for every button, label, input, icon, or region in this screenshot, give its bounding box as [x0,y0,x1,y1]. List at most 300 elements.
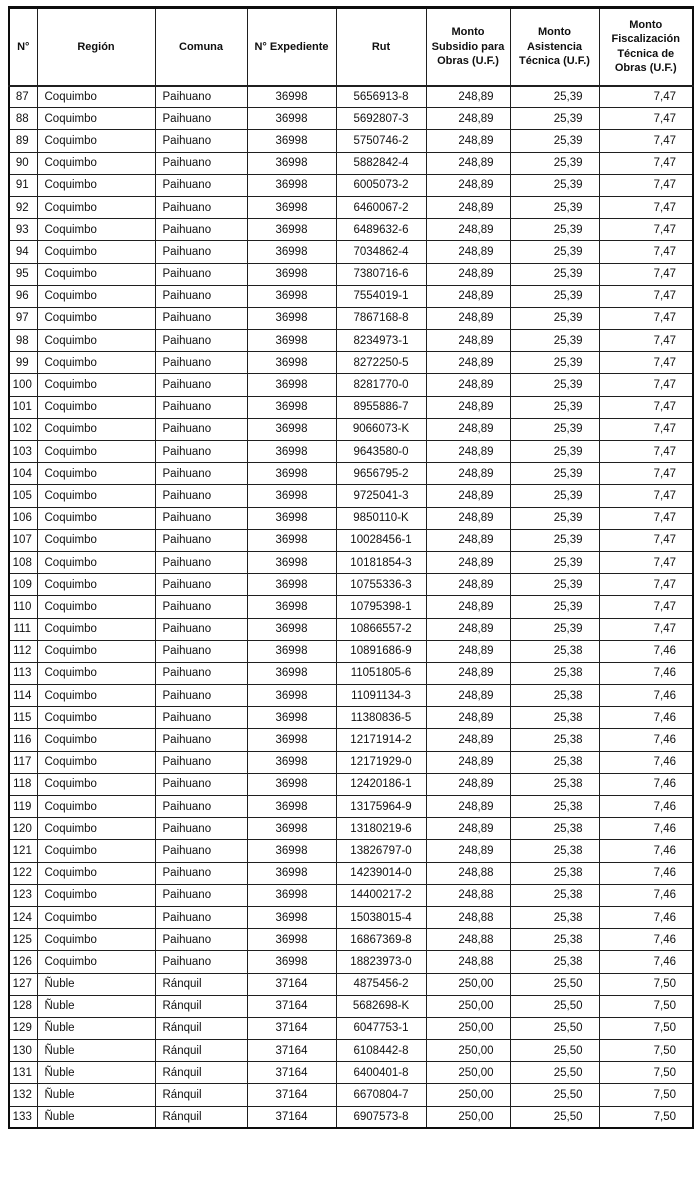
table-row [9,906,693,928]
table-row [9,818,693,840]
table-cell-monto-asistencia: 25,50 [510,1062,599,1084]
table-cell-comuna: Paihuano [155,352,247,374]
table-row [9,574,693,596]
table-cell-expediente: 36998 [247,818,336,840]
table-cell-monto-fiscalizacion: 7,46 [599,751,693,773]
table-cell-region: Ñuble [37,995,155,1017]
table-cell-monto-subsidio: 250,00 [426,1084,510,1106]
table-row [9,174,693,196]
table-cell-monto-subsidio: 248,89 [426,86,510,108]
table-cell-monto-subsidio: 248,89 [426,596,510,618]
table-cell-region: Ñuble [37,1017,155,1039]
table-cell-monto-fiscalizacion: 7,46 [599,929,693,951]
table-cell-expediente: 36998 [247,884,336,906]
table-cell-monto-asistencia: 25,39 [510,485,599,507]
table-cell-expediente: 36998 [247,640,336,662]
table-cell-numero: 104 [9,463,37,485]
table-cell-numero: 103 [9,441,37,463]
table-cell-rut: 16867369-8 [336,929,426,951]
table-cell-monto-fiscalizacion: 7,47 [599,130,693,152]
table-cell-numero: 98 [9,330,37,352]
table-cell-monto-fiscalizacion: 7,46 [599,906,693,928]
table-cell-monto-asistencia: 25,39 [510,418,599,440]
table-cell-rut: 5692807-3 [336,108,426,130]
column-header-expediente: N° Expediente [247,8,336,86]
table-cell-monto-fiscalizacion: 7,47 [599,507,693,529]
table-cell-numero: 121 [9,840,37,862]
table-cell-expediente: 36998 [247,374,336,396]
table-cell-monto-asistencia: 25,39 [510,574,599,596]
table-cell-monto-subsidio: 248,89 [426,196,510,218]
table-cell-rut: 12171914-2 [336,729,426,751]
table-cell-region: Coquimbo [37,108,155,130]
table-cell-monto-subsidio: 248,89 [426,618,510,640]
table-cell-numero: 127 [9,973,37,995]
table-cell-expediente: 36998 [247,906,336,928]
table-cell-comuna: Paihuano [155,662,247,684]
table-cell-monto-asistencia: 25,39 [510,196,599,218]
table-cell-expediente: 37164 [247,1106,336,1128]
table-cell-rut: 7554019-1 [336,285,426,307]
table-cell-numero: 122 [9,862,37,884]
table-cell-monto-asistencia: 25,39 [510,285,599,307]
table-cell-rut: 8281770-0 [336,374,426,396]
table-cell-comuna: Paihuano [155,174,247,196]
table-cell-monto-subsidio: 248,89 [426,751,510,773]
table-cell-monto-asistencia: 25,39 [510,108,599,130]
table-cell-region: Coquimbo [37,574,155,596]
table-cell-expediente: 37164 [247,1062,336,1084]
table-row [9,152,693,174]
table-cell-monto-subsidio: 248,89 [426,330,510,352]
column-header-rut: Rut [336,8,426,86]
table-cell-expediente: 37164 [247,995,336,1017]
table-row [9,1106,693,1128]
table-cell-monto-asistencia: 25,38 [510,685,599,707]
table-cell-monto-asistencia: 25,50 [510,995,599,1017]
table-row [9,951,693,973]
table-cell-region: Coquimbo [37,196,155,218]
table-cell-comuna: Paihuano [155,707,247,729]
table-cell-monto-fiscalizacion: 7,47 [599,374,693,396]
table-cell-monto-asistencia: 25,38 [510,707,599,729]
table-cell-numero: 96 [9,285,37,307]
table-cell-numero: 111 [9,618,37,640]
table-cell-rut: 7867168-8 [336,307,426,329]
table-cell-monto-fiscalizacion: 7,47 [599,330,693,352]
table-cell-numero: 124 [9,906,37,928]
table-cell-comuna: Paihuano [155,396,247,418]
table-cell-monto-subsidio: 248,89 [426,507,510,529]
table-cell-monto-subsidio: 248,88 [426,884,510,906]
table-cell-monto-asistencia: 25,39 [510,352,599,374]
table-cell-monto-subsidio: 250,00 [426,1062,510,1084]
table-cell-monto-subsidio: 250,00 [426,1106,510,1128]
table-cell-region: Coquimbo [37,330,155,352]
table-cell-expediente: 36998 [247,352,336,374]
table-cell-comuna: Ránquil [155,973,247,995]
table-cell-monto-fiscalizacion: 7,47 [599,285,693,307]
table-cell-numero: 117 [9,751,37,773]
table-cell-comuna: Paihuano [155,418,247,440]
table-cell-rut: 7380716-6 [336,263,426,285]
table-cell-monto-subsidio: 248,89 [426,285,510,307]
table-cell-monto-fiscalizacion: 7,46 [599,884,693,906]
table-cell-monto-subsidio: 250,00 [426,995,510,1017]
table-cell-comuna: Paihuano [155,840,247,862]
table-cell-rut: 10866557-2 [336,618,426,640]
table-cell-monto-asistencia: 25,38 [510,840,599,862]
table-cell-monto-fiscalizacion: 7,47 [599,196,693,218]
table-row [9,108,693,130]
table-cell-monto-asistencia: 25,39 [510,263,599,285]
table-cell-monto-asistencia: 25,39 [510,86,599,108]
table-row [9,219,693,241]
table-cell-monto-fiscalizacion: 7,47 [599,441,693,463]
table-cell-comuna: Paihuano [155,219,247,241]
table-row [9,374,693,396]
table-cell-comuna: Paihuano [155,241,247,263]
table-cell-monto-subsidio: 248,89 [426,396,510,418]
table-cell-comuna: Paihuano [155,330,247,352]
table-cell-monto-subsidio: 248,89 [426,685,510,707]
table-cell-monto-subsidio: 248,89 [426,574,510,596]
table-cell-rut: 5750746-2 [336,130,426,152]
table-cell-monto-fiscalizacion: 7,47 [599,463,693,485]
table-cell-expediente: 36998 [247,86,336,108]
table-cell-monto-asistencia: 25,39 [510,551,599,573]
table-cell-monto-fiscalizacion: 7,47 [599,529,693,551]
table-cell-region: Ñuble [37,1040,155,1062]
table-cell-expediente: 36998 [247,263,336,285]
table-row [9,751,693,773]
table-cell-expediente: 36998 [247,929,336,951]
table-row [9,485,693,507]
table-header [9,8,693,86]
table-cell-monto-asistencia: 25,38 [510,862,599,884]
table-cell-comuna: Paihuano [155,951,247,973]
table-cell-expediente: 36998 [247,130,336,152]
table-cell-monto-asistencia: 25,50 [510,1040,599,1062]
table-cell-rut: 6400401-8 [336,1062,426,1084]
table-cell-monto-asistencia: 25,39 [510,529,599,551]
table-cell-comuna: Paihuano [155,884,247,906]
table-cell-monto-subsidio: 248,89 [426,729,510,751]
table-cell-monto-subsidio: 248,89 [426,108,510,130]
table-cell-expediente: 36998 [247,418,336,440]
table-cell-region: Coquimbo [37,396,155,418]
table-cell-monto-asistencia: 25,38 [510,751,599,773]
table-cell-region: Ñuble [37,1062,155,1084]
subsidy-table [8,6,694,1129]
table-cell-region: Coquimbo [37,751,155,773]
table-cell-region: Coquimbo [37,307,155,329]
table-cell-numero: 88 [9,108,37,130]
table-row [9,596,693,618]
table-cell-region: Coquimbo [37,618,155,640]
table-cell-comuna: Paihuano [155,773,247,795]
table-cell-expediente: 36998 [247,773,336,795]
table-row [9,773,693,795]
table-cell-monto-subsidio: 248,89 [426,152,510,174]
table-cell-rut: 6489632-6 [336,219,426,241]
table-cell-monto-fiscalizacion: 7,50 [599,1040,693,1062]
table-cell-monto-subsidio: 248,89 [426,441,510,463]
table-cell-comuna: Paihuano [155,374,247,396]
table-cell-expediente: 36998 [247,507,336,529]
table-cell-rut: 9725041-3 [336,485,426,507]
table-cell-monto-subsidio: 248,89 [426,640,510,662]
table-cell-monto-asistencia: 25,39 [510,374,599,396]
table-cell-numero: 100 [9,374,37,396]
table-cell-monto-fiscalizacion: 7,47 [599,396,693,418]
table-cell-monto-subsidio: 248,89 [426,463,510,485]
table-row [9,196,693,218]
table-cell-rut: 6907573-8 [336,1106,426,1128]
table-cell-comuna: Paihuano [155,307,247,329]
table-cell-numero: 93 [9,219,37,241]
table-row [9,840,693,862]
table-row [9,418,693,440]
table-cell-region: Coquimbo [37,818,155,840]
table-cell-numero: 131 [9,1062,37,1084]
table-cell-monto-fiscalizacion: 7,46 [599,818,693,840]
table-cell-expediente: 36998 [247,196,336,218]
table-cell-monto-subsidio: 248,89 [426,551,510,573]
table-cell-monto-fiscalizacion: 7,46 [599,773,693,795]
table-cell-expediente: 36998 [247,551,336,573]
table-cell-rut: 15038015-4 [336,906,426,928]
table-cell-numero: 109 [9,574,37,596]
table-cell-comuna: Paihuano [155,86,247,108]
table-cell-monto-subsidio: 248,88 [426,929,510,951]
header-row [9,8,693,86]
table-cell-region: Coquimbo [37,929,155,951]
table-cell-numero: 118 [9,773,37,795]
table-cell-comuna: Paihuano [155,618,247,640]
table-cell-rut: 7034862-4 [336,241,426,263]
table-cell-expediente: 36998 [247,840,336,862]
table-cell-rut: 5682698-K [336,995,426,1017]
table-cell-region: Coquimbo [37,862,155,884]
table-cell-monto-subsidio: 248,89 [426,485,510,507]
table-cell-comuna: Paihuano [155,551,247,573]
table-cell-region: Coquimbo [37,174,155,196]
table-cell-numero: 105 [9,485,37,507]
table-cell-monto-subsidio: 248,89 [426,219,510,241]
table-cell-expediente: 36998 [247,463,336,485]
table-cell-monto-asistencia: 25,38 [510,773,599,795]
table-cell-expediente: 36998 [247,596,336,618]
table-cell-region: Coquimbo [37,551,155,573]
table-row [9,463,693,485]
table-cell-numero: 112 [9,640,37,662]
table-cell-expediente: 36998 [247,662,336,684]
table-cell-numero: 130 [9,1040,37,1062]
table-cell-numero: 115 [9,707,37,729]
table-cell-numero: 125 [9,929,37,951]
table-cell-monto-fiscalizacion: 7,46 [599,862,693,884]
table-cell-rut: 10795398-1 [336,596,426,618]
table-cell-monto-asistencia: 25,39 [510,152,599,174]
table-cell-numero: 107 [9,529,37,551]
table-cell-monto-asistencia: 25,38 [510,818,599,840]
table-row [9,86,693,108]
table-cell-numero: 133 [9,1106,37,1128]
table-cell-region: Coquimbo [37,241,155,263]
table-cell-rut: 6670804-7 [336,1084,426,1106]
table-cell-rut: 4875456-2 [336,973,426,995]
table-cell-rut: 18823973-0 [336,951,426,973]
table-cell-rut: 6005073-2 [336,174,426,196]
column-header-monto-fiscalizacion: Monto Fiscalización Técnica de Obras (U.F.) [599,8,693,86]
column-header-monto-asistencia: Monto Asistencia Técnica (U.F.) [510,8,599,86]
table-cell-region: Coquimbo [37,485,155,507]
table-cell-monto-asistencia: 25,50 [510,1017,599,1039]
table-cell-monto-fiscalizacion: 7,46 [599,796,693,818]
table-cell-rut: 5656913-8 [336,86,426,108]
table-cell-monto-asistencia: 25,38 [510,951,599,973]
table-row [9,529,693,551]
table-cell-expediente: 36998 [247,707,336,729]
table-cell-comuna: Paihuano [155,485,247,507]
table-cell-rut: 11091134-3 [336,685,426,707]
table-cell-monto-asistencia: 25,39 [510,618,599,640]
table-cell-expediente: 36998 [247,108,336,130]
table-row [9,884,693,906]
table-cell-monto-subsidio: 248,89 [426,263,510,285]
table-cell-monto-fiscalizacion: 7,47 [599,352,693,374]
table-cell-numero: 89 [9,130,37,152]
table-cell-region: Coquimbo [37,507,155,529]
table-cell-rut: 6108442-8 [336,1040,426,1062]
table-cell-region: Ñuble [37,1084,155,1106]
table-cell-expediente: 36998 [247,862,336,884]
table-cell-monto-subsidio: 248,89 [426,352,510,374]
table-cell-comuna: Paihuano [155,685,247,707]
table-row [9,1040,693,1062]
table-cell-expediente: 36998 [247,307,336,329]
table-cell-expediente: 36998 [247,152,336,174]
table-cell-numero: 120 [9,818,37,840]
table-cell-expediente: 37164 [247,973,336,995]
table-cell-region: Coquimbo [37,773,155,795]
table-cell-numero: 123 [9,884,37,906]
table-cell-numero: 126 [9,951,37,973]
table-cell-monto-subsidio: 248,89 [426,418,510,440]
table-cell-monto-asistencia: 25,38 [510,884,599,906]
table-row [9,685,693,707]
table-cell-expediente: 37164 [247,1084,336,1106]
table-cell-expediente: 36998 [247,685,336,707]
table-cell-region: Coquimbo [37,951,155,973]
table-cell-comuna: Ránquil [155,1017,247,1039]
table-cell-comuna: Paihuano [155,108,247,130]
table-cell-rut: 8272250-5 [336,352,426,374]
table-cell-monto-asistencia: 25,39 [510,307,599,329]
table-cell-monto-subsidio: 248,89 [426,130,510,152]
table-cell-comuna: Paihuano [155,130,247,152]
table-cell-monto-fiscalizacion: 7,47 [599,596,693,618]
table-cell-monto-fiscalizacion: 7,50 [599,1017,693,1039]
table-cell-monto-subsidio: 248,89 [426,707,510,729]
table-cell-rut: 5882842-4 [336,152,426,174]
column-header-region: Región [37,8,155,86]
table-cell-monto-fiscalizacion: 7,50 [599,973,693,995]
table-row [9,441,693,463]
table-cell-numero: 99 [9,352,37,374]
table-cell-monto-fiscalizacion: 7,47 [599,241,693,263]
table-row [9,396,693,418]
table-cell-region: Coquimbo [37,463,155,485]
table-cell-rut: 6460067-2 [336,196,426,218]
table-cell-monto-asistencia: 25,38 [510,640,599,662]
table-row [9,729,693,751]
table-cell-rut: 10181854-3 [336,551,426,573]
table-cell-expediente: 36998 [247,396,336,418]
table-cell-rut: 8955886-7 [336,396,426,418]
table-cell-monto-asistencia: 25,38 [510,929,599,951]
table-row [9,995,693,1017]
table-cell-comuna: Ránquil [155,1040,247,1062]
table-cell-region: Coquimbo [37,263,155,285]
table-cell-region: Coquimbo [37,352,155,374]
table-cell-expediente: 37164 [247,1017,336,1039]
table-row [9,707,693,729]
table-cell-numero: 90 [9,152,37,174]
table-cell-monto-fiscalizacion: 7,50 [599,995,693,1017]
table-cell-monto-fiscalizacion: 7,47 [599,574,693,596]
column-header-numero: N° [9,8,37,86]
table-row [9,1017,693,1039]
table-cell-monto-subsidio: 248,88 [426,862,510,884]
table-cell-numero: 94 [9,241,37,263]
table-cell-monto-fiscalizacion: 7,47 [599,551,693,573]
table-row [9,263,693,285]
table-cell-numero: 113 [9,662,37,684]
table-cell-expediente: 36998 [247,951,336,973]
table-cell-monto-fiscalizacion: 7,46 [599,951,693,973]
table-cell-monto-asistencia: 25,39 [510,330,599,352]
table-cell-comuna: Paihuano [155,285,247,307]
table-cell-rut: 8234973-1 [336,330,426,352]
table-cell-region: Ñuble [37,973,155,995]
table-cell-comuna: Ránquil [155,1106,247,1128]
table-row [9,1062,693,1084]
table-row [9,285,693,307]
table-cell-rut: 12420186-1 [336,773,426,795]
table-cell-monto-asistencia: 25,39 [510,596,599,618]
table-row [9,507,693,529]
table-cell-expediente: 36998 [247,241,336,263]
table-cell-monto-subsidio: 248,89 [426,529,510,551]
table-cell-monto-fiscalizacion: 7,47 [599,263,693,285]
table-cell-numero: 129 [9,1017,37,1039]
table-cell-numero: 116 [9,729,37,751]
table-cell-monto-asistencia: 25,38 [510,729,599,751]
table-cell-rut: 14400217-2 [336,884,426,906]
table-cell-comuna: Ránquil [155,1062,247,1084]
table-cell-region: Coquimbo [37,707,155,729]
table-cell-rut: 11051805-6 [336,662,426,684]
table-cell-numero: 95 [9,263,37,285]
table-cell-comuna: Paihuano [155,529,247,551]
table-cell-monto-asistencia: 25,38 [510,906,599,928]
table-cell-expediente: 36998 [247,330,336,352]
table-cell-monto-fiscalizacion: 7,46 [599,662,693,684]
table-cell-monto-fiscalizacion: 7,47 [599,86,693,108]
table-row [9,618,693,640]
